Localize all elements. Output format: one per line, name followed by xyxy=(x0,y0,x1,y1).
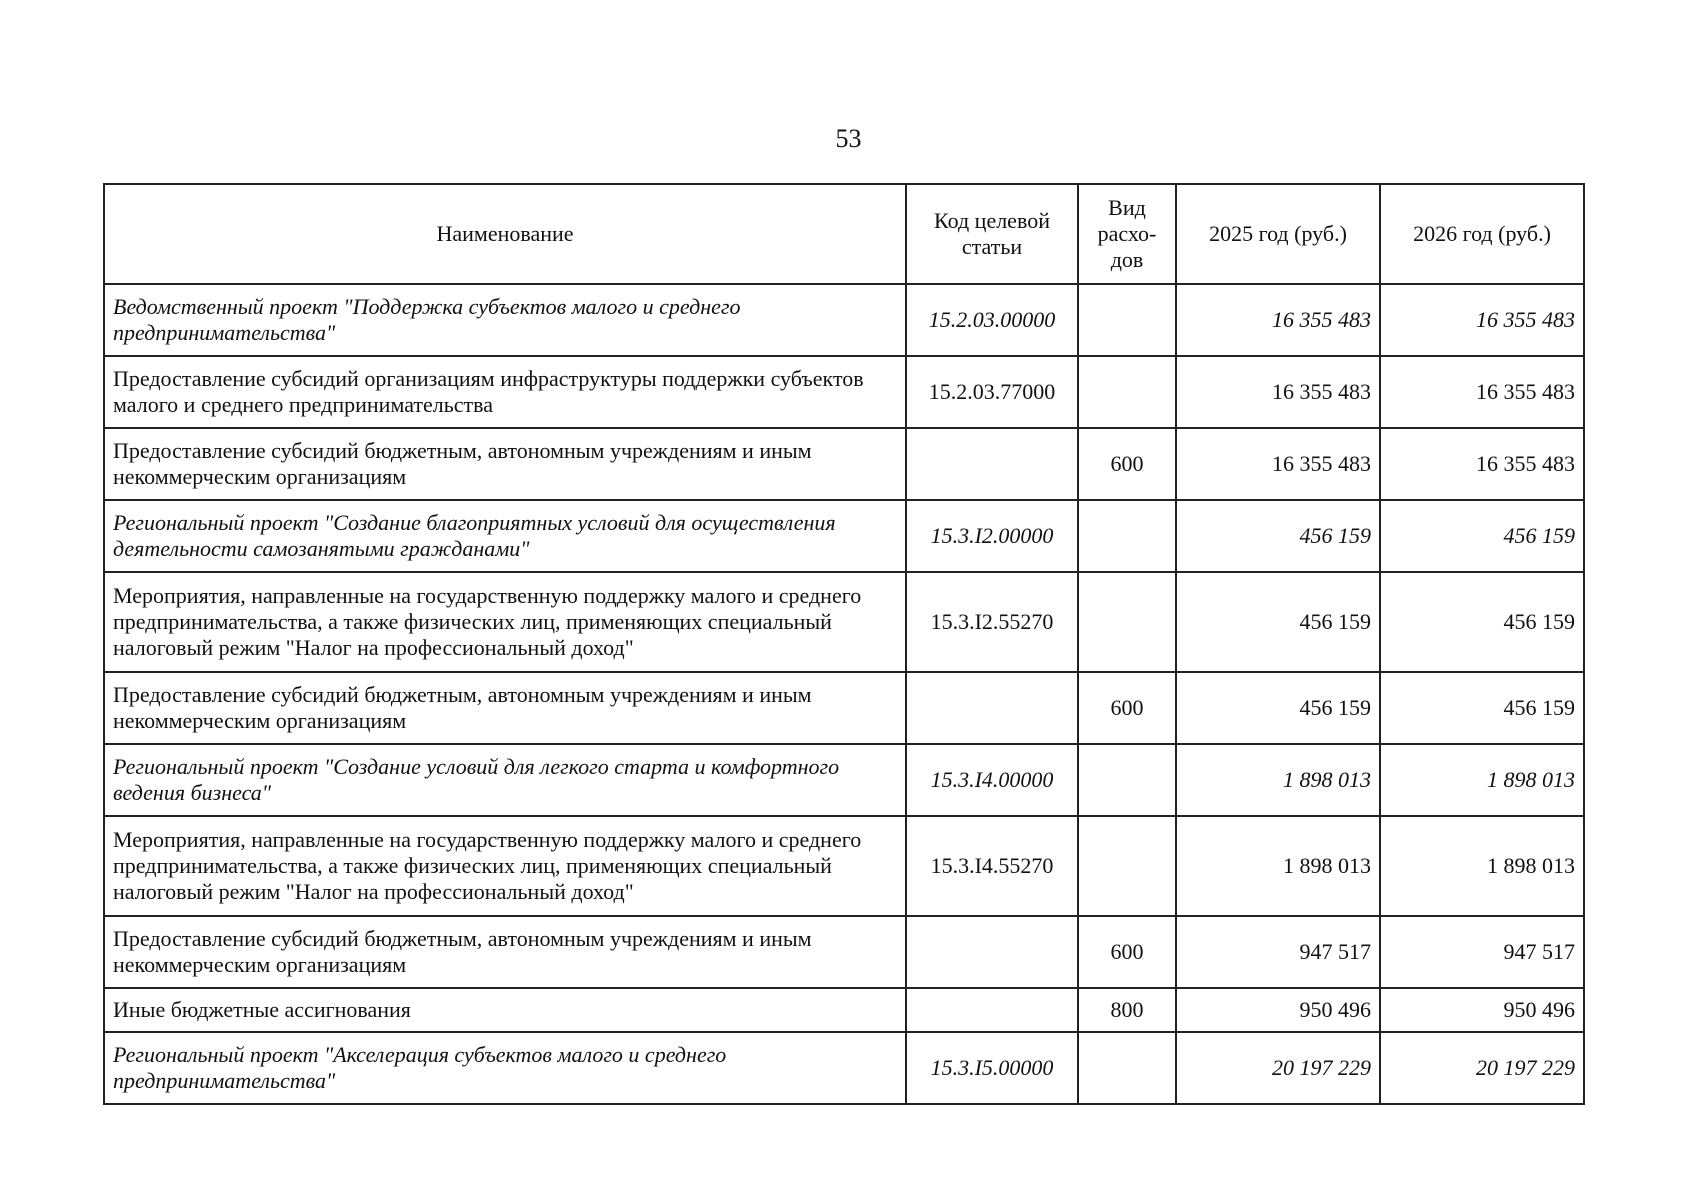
row-2026: 1 898 013 xyxy=(1380,816,1584,916)
table-row xyxy=(104,816,1584,916)
row-2026: 950 496 xyxy=(1380,988,1584,1032)
row-name: Региональный проект "Создание условий для легкого старта и комфортного ведения бизнеса" xyxy=(104,744,906,816)
row-expense-type xyxy=(1078,284,1176,356)
row-2025: 456 159 xyxy=(1176,672,1380,744)
row-2025: 1 898 013 xyxy=(1176,744,1380,816)
table-row xyxy=(104,500,1584,572)
row-2025: 1 898 013 xyxy=(1176,816,1380,916)
budget-table xyxy=(103,183,1585,1105)
row-code: 15.3.I2.00000 xyxy=(906,500,1078,572)
table-row xyxy=(104,572,1584,672)
row-2026: 456 159 xyxy=(1380,572,1584,672)
row-2026: 456 159 xyxy=(1380,672,1584,744)
row-code: 15.2.03.77000 xyxy=(906,356,1078,428)
row-2026: 16 355 483 xyxy=(1380,428,1584,500)
row-name: Предоставление субсидий бюджетным, автономным учреждениям и иным некоммерческим организациям xyxy=(104,428,906,500)
row-2026: 20 197 229 xyxy=(1380,1032,1584,1104)
row-expense-type: 800 xyxy=(1078,988,1176,1032)
row-2025: 947 517 xyxy=(1176,916,1380,988)
header-code: Код целевой статьи xyxy=(906,184,1078,284)
row-name: Региональный проект "Создание благоприятных условий для осуществления деятельности самозанятыми гражданами" xyxy=(104,500,906,572)
row-2025: 16 355 483 xyxy=(1176,284,1380,356)
row-2025: 16 355 483 xyxy=(1176,428,1380,500)
row-code xyxy=(906,428,1078,500)
row-code xyxy=(906,916,1078,988)
row-code xyxy=(906,672,1078,744)
header-2025: 2025 год (руб.) xyxy=(1176,184,1380,284)
row-2025: 16 355 483 xyxy=(1176,356,1380,428)
row-code: 15.3.I4.55270 xyxy=(906,816,1078,916)
row-2025: 456 159 xyxy=(1176,500,1380,572)
row-code: 15.2.03.00000 xyxy=(906,284,1078,356)
row-name: Региональный проект "Акселерация субъектов малого и среднего предпринимательства" xyxy=(104,1032,906,1104)
table-row xyxy=(104,1032,1584,1104)
row-2025: 456 159 xyxy=(1176,572,1380,672)
row-expense-type: 600 xyxy=(1078,916,1176,988)
row-name: Предоставление субсидий организациям инфраструктуры поддержки субъектов малого и среднего предпринимательства xyxy=(104,356,906,428)
row-code: 15.3.I2.55270 xyxy=(906,572,1078,672)
row-name: Ведомственный проект "Поддержка субъектов малого и среднего предпринимательства" xyxy=(104,284,906,356)
table-row xyxy=(104,284,1584,356)
row-expense-type xyxy=(1078,816,1176,916)
table-row xyxy=(104,744,1584,816)
header-name: Наименование xyxy=(104,184,906,284)
row-2025: 20 197 229 xyxy=(1176,1032,1380,1104)
row-expense-type: 600 xyxy=(1078,428,1176,500)
row-expense-type xyxy=(1078,500,1176,572)
table-row xyxy=(104,428,1584,500)
row-expense-type xyxy=(1078,572,1176,672)
table-row xyxy=(104,672,1584,744)
row-expense-type: 600 xyxy=(1078,672,1176,744)
row-2026: 947 517 xyxy=(1380,916,1584,988)
row-2026: 1 898 013 xyxy=(1380,744,1584,816)
row-name: Мероприятия, направленные на государственную поддержку малого и среднего предпринимательства, а также физических лиц, применяющих специальный налоговый режим "Налог на профессиональный доход" xyxy=(104,572,906,672)
row-name: Предоставление субсидий бюджетным, автономным учреждениям и иным некоммерческим организациям xyxy=(104,916,906,988)
row-expense-type xyxy=(1078,744,1176,816)
row-2025: 950 496 xyxy=(1176,988,1380,1032)
row-2026: 16 355 483 xyxy=(1380,284,1584,356)
row-2026: 16 355 483 xyxy=(1380,356,1584,428)
header-2026: 2026 год (руб.) xyxy=(1380,184,1584,284)
row-2026: 456 159 xyxy=(1380,500,1584,572)
row-name: Мероприятия, направленные на государственную поддержку малого и среднего предпринимательства, а также физических лиц, применяющих специальный налоговый режим "Налог на профессиональный доход" xyxy=(104,816,906,916)
page-number: 53 xyxy=(835,124,862,153)
row-name: Иные бюджетные ассигнования xyxy=(104,988,906,1032)
row-code xyxy=(906,988,1078,1032)
table-row xyxy=(104,988,1584,1032)
table-header-row xyxy=(104,184,1584,284)
row-code: 15.3.I5.00000 xyxy=(906,1032,1078,1104)
row-code: 15.3.I4.00000 xyxy=(906,744,1078,816)
row-expense-type xyxy=(1078,356,1176,428)
table-row xyxy=(104,916,1584,988)
header-expense-type: Вид расхо-дов xyxy=(1078,184,1176,284)
row-name: Предоставление субсидий бюджетным, автономным учреждениям и иным некоммерческим организациям xyxy=(104,672,906,744)
table-row xyxy=(104,356,1584,428)
row-expense-type xyxy=(1078,1032,1176,1104)
